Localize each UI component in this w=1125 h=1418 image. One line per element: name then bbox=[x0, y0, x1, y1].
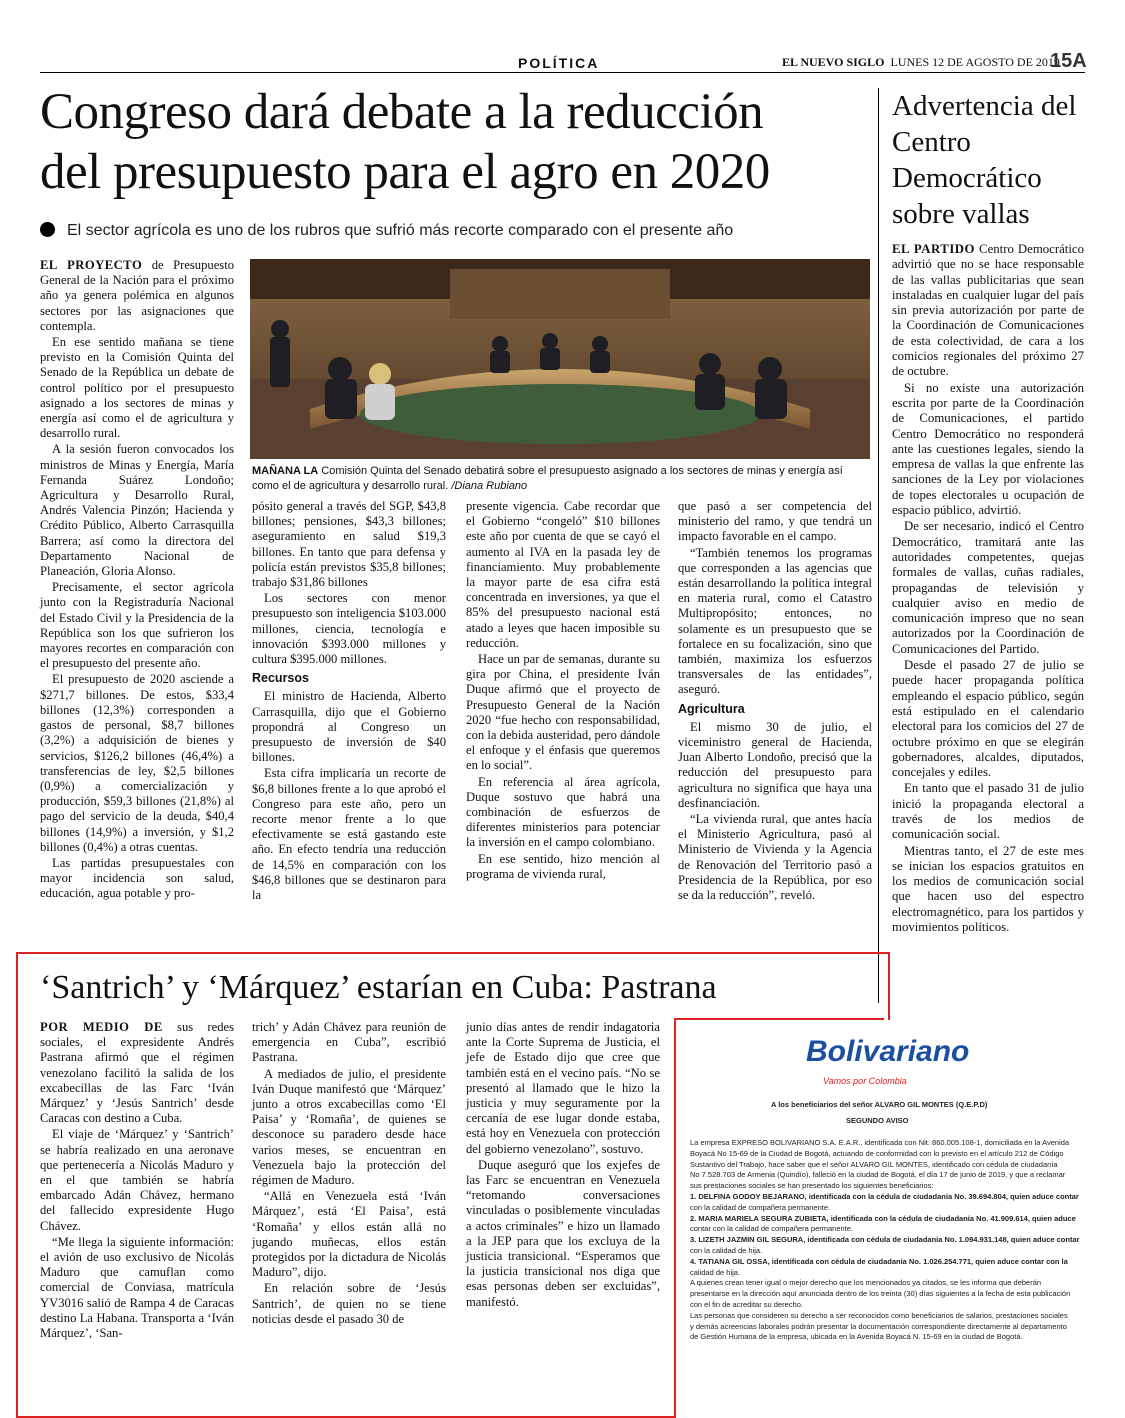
side-headline: Advertencia del Centro Democrático sobre vallas bbox=[892, 90, 1077, 230]
ad-line: con el fin de acreditar su derecho. bbox=[690, 1300, 803, 1309]
main-subhead bbox=[40, 222, 870, 240]
second-headline: ‘Santrich’ y ‘Márquez’ estarían en Cuba: Pastrana bbox=[40, 969, 717, 1006]
ad-line: 1. DELFINA GODOY BEJARANO, identificada con la cédula de ciudadanía No. 39.694.804, quien aduce contar bbox=[690, 1192, 1079, 1201]
legal-notice-ad bbox=[676, 1020, 1106, 1410]
paragraph: Si no existe una autorización escrita por parte de la Coordinación de Comunicaciones, el partido Centro Democrático no responderá ante las cuestiones legales, siendo la empresa de vallas la que enfrente las sanciones de la Ley por violaciones de topes electorales u ocupación de espacio público, advirtió. bbox=[892, 380, 1084, 518]
subheading-recursos: Recursos bbox=[252, 671, 309, 686]
paragraph: Las partidas presupuestales con mayor incidencia son salud, educación, agua potable y pro- bbox=[40, 855, 234, 901]
main-column-1 bbox=[40, 258, 234, 903]
paragraph: Desde el pasado 27 de julio se puede hacer propaganda política empleando el espacio público, según está estipulado en el calendario electoral para los comicios del 27 de octubre próximo en que se elegirán gobernadores, alcaldes, diputados, concejales y ediles. bbox=[892, 658, 1084, 780]
paragraph: presente vigencia. Cabe recordar que el Gobierno “congeló” $10 billones este año por cuenta de que se cayó el aumento al IVA en la pasada ley de financiamiento. Muy probablemente la mayor parte de esa cifra está concentrada en inversiones, ya que el 85% del presupuesto nacional está atado a leyes que hacen imposible su reducción. bbox=[466, 499, 660, 650]
ad-line: A quienes crean tener igual o mejor derecho que los mencionados ya citados, se les informa que deberán bbox=[690, 1278, 1042, 1288]
ad-line: Boyacá No 15-69 de la Ciudad de Bogotá, actuando de conformidad con lo previsto en el artículo 212 de Código bbox=[690, 1148, 1064, 1158]
paragraph: Esta cifra implicaría un recorte de $6,8 billones frente a lo que aprobó el Congreso para este año, pero un recorte menor frente a lo que efectivamente se está gastando este año. En efecto tendría una reducción de 14,5% en comparación con los $46,8 billones que se destinaron para la bbox=[252, 766, 446, 903]
ad-line: y demás acreencias laborales podrán presentar la documentación correspondiente directamente al departamento bbox=[690, 1321, 1067, 1331]
bullet-icon bbox=[40, 222, 55, 237]
paragraph: Mientras tanto, el 27 de este mes se inician los espacios gratuitos en los medios de comunicación social que hacen uso del espectro electromagnético, para los partidos y movimientos políticos. bbox=[892, 843, 1084, 935]
paragraph-text: de Presupuesto General de la Nación para el próximo año ya genera polémica en algunos sectores por las asignaciones que contempla. bbox=[40, 258, 234, 333]
paragraph: junio días antes de rendir indagatoria ante la Corte Suprema de Justicia, el jefe de Estado dijo que cree que también está en el vecino país. “No se presentó al llamado que le hizo la justicia y muy seguramente por la cercanía de ese lugar donde estaba, está hoy en Venezuela con protección del gobierno venezolano”, sostuvo. bbox=[466, 1020, 660, 1156]
section-label: POLÍTICA bbox=[518, 55, 600, 71]
issue-date: LUNES 12 DE AGOSTO DE 2019 bbox=[890, 55, 1060, 69]
ad-line: Sustantivo del Trabajo, hace saber que el señor ALVARO GIL MONTES, identificado con cédula de ciudadanía bbox=[690, 1159, 1058, 1169]
ad-line: de Gestión Humana de la empresa, ubicada en la Avenida Boyacá N. 15-69 en la ciudad de Bogotá. bbox=[690, 1332, 1023, 1342]
ad-line: con la calidad de compañera permanente. bbox=[690, 1202, 831, 1212]
paragraph: A la sesión fueron convocados los ministros de Minas y Energía, María Fernanda Suárez Londoño; Agricultura y Desarrollo Rural, Andrés Valencia Pinzón; Hacienda y Crédito Público, Alberto Carrasquilla Barrera; así como la directora del Departamento Nacional de Planeación, Gloria Alonso. bbox=[40, 442, 234, 579]
lead-in: POR MEDIO DE bbox=[40, 1020, 163, 1034]
main-column-4 bbox=[678, 499, 872, 904]
ad-line: presentarse en la dirección aquí anunciada dentro de los treinta (30) días siguientes a la fecha de esta publicación bbox=[690, 1289, 1071, 1299]
paragraph-text: sus redes sociales, el expresidente Andrés Pastrana afirmó que el régimen venezolano facilitó la salida de los excabecillas de las Farc ‘Iván Márquez’ y ‘Jesús Santrich’ desde Caracas con destino a Cuba. bbox=[40, 1020, 235, 1126]
paragraph: Hace un par de semanas, durante su gira por China, el presidente Iván Duque afirmó que el proyecto de Presupuesto General de la Nación 2020 “fue hecho con responsabilidad, con la debida austeridad, pero dándole el enfoque y el énfasis que queremos en lo social”. bbox=[466, 652, 660, 773]
paragraph: Los sectores con menor presupuesto son inteligencia $103.000 millones, ciencia, tecnología e innovación $393.000 millones y cultura $395.000 millones. bbox=[252, 591, 446, 667]
paragraph: En tanto que el pasado 31 de julio inició la propaganda electoral a través de los medios de comunicación social. bbox=[892, 781, 1084, 842]
lead-in: EL PARTIDO bbox=[892, 242, 976, 256]
lead-in: EL PROYECTO bbox=[40, 258, 143, 272]
paragraph: El ministro de Hacienda, Alberto Carrasquilla, dijo que el Gobierno propondrá al Congreso un presupuesto de inversión de $40 billones. bbox=[252, 689, 446, 765]
paragraph: “La vivienda rural, que antes hacía el Ministerio Agricultura, pasó al Ministerio de Vivienda y la Agencia de Renovación del Territorio pasó a Presidencia de la República, por eso se da la reducción”, reveló. bbox=[678, 812, 872, 903]
paragraph: En relación sobre de ‘Jesús Santrich’, de quien no se tiene noticias desde el pasado 30 de bbox=[252, 1281, 446, 1326]
paragraph: En ese sentido, hizo mención al programa de vivienda rural, bbox=[466, 851, 660, 881]
ad-line: 4. TATIANA GIL OSSA, identificada con cédula de ciudadanía No. 1.026.254.771, quien aduce contar con la bbox=[690, 1256, 1068, 1266]
paragraph: De ser necesario, indicó el Centro Democrático, tramitará ante las autoridades competentes, quejas formales de vallas, cuñas radiales, propagandas de televisión y cualquier aviso en medio de comunicación impreso que no sean autorizados por la Coordinación de Comunicaciones del Partido. bbox=[892, 519, 1084, 656]
congress-photo bbox=[250, 259, 870, 459]
ad-line: No 7.528.703 de Armenia (Quindío), falleció en la ciudad de Bogotá, el día 17 de junio de 2019, y que a reclamar bbox=[690, 1170, 1066, 1180]
side-column bbox=[892, 242, 1084, 936]
photo-credit: /Diana Rubiano bbox=[448, 480, 528, 492]
ad-line: 2. MARIA MARIELA SEGURA ZUBIETA, identificada con la cédula de ciudadanía No. 41.909.614, quien aduce bbox=[690, 1213, 1076, 1223]
paragraph: A mediados de julio, el presidente Iván Duque manifestó que ‘Márquez’ junto a otros excabecillas como ‘El Paisa’ y ‘Romaña’, de quienes se desconoce su paradero desde hace varios meses, se encuentran en Venezuela bajo la protección del régimen de Maduro. bbox=[252, 1066, 446, 1188]
paragraph: Duque aseguró que los exjefes de las Farc se encuentran en Venezuela “retomando conversaciones vinculadas o posiblemente vinculadas a actos criminales” e hizo un llamado a la JEP para que los excluya de la justicia transicional. “Esperamos que la justicia transicional nos diga que esas personas deben ser excluidas”, manifestó. bbox=[466, 1157, 660, 1309]
paragraph: que pasó a ser competencia del ministerio del ramo, y que tendrá un impacto favorable en el campo. bbox=[678, 499, 872, 544]
main-column-3 bbox=[466, 499, 660, 883]
ad-line: contar con la calidad de compañera permanente. bbox=[690, 1224, 854, 1234]
bolivariano-logo: Bolivariano bbox=[806, 1035, 970, 1068]
ad-line: A los beneficiarios del señor ALVARO GIL MONTES (Q.E.P.D) bbox=[771, 1100, 988, 1109]
paper-name: EL NUEVO SIGLO bbox=[782, 55, 885, 69]
paragraph: El presupuesto de 2020 asciende a $271,7 billones. De estos, $33,4 billones (12,3%) corresponden a gastos de personal, $8,7 billones (3,2%) a adquisición de bienes y servicios, $126,2 billones (46,4%) a transferencias de ley, $2,5 billones (0,9%) a comercialización y producción, $59,3 billones (21,8%) al pago del servicio de la deuda, $40,4 billones (14,9%) a inversión, y $1,2 billones (0,4%) a otras cuentas. bbox=[40, 672, 234, 854]
caption-lead: MAÑANA LA bbox=[252, 465, 319, 477]
ad-line: sus prestaciones sociales se han presentado los siguientes beneficiarios: bbox=[690, 1181, 934, 1191]
photo-congress-session-icon bbox=[250, 259, 870, 459]
paragraph-text: Centro Democrático advirtió que no se hace responsable de las vallas publicitarias que sean instaladas en cualquier lugar del país sin previa autorización por parte de la Coordinación de Comunicaciones de esta colectividad, de cara a los comicios regionales del próximo 27 de octubre. bbox=[892, 242, 1084, 379]
second-column-1 bbox=[40, 1020, 234, 1342]
main-headline bbox=[40, 82, 870, 202]
ad-line: SEGUNDO AVISO bbox=[846, 1116, 909, 1125]
paragraph: trich’ y Adán Chávez para reunión de emergencia en Cuba”, escribió Pastrana. bbox=[252, 1020, 446, 1065]
photo-caption bbox=[252, 464, 872, 494]
paragraph bbox=[892, 242, 1084, 380]
subheading-agricultura: Agricultura bbox=[678, 701, 745, 716]
ad-line: con la calidad de hija. bbox=[690, 1246, 763, 1255]
paragraph bbox=[40, 1020, 234, 1126]
ad-line: calidad de hija. bbox=[690, 1267, 741, 1277]
paragraph: El viaje de ‘Márquez’ y ‘Santrich’ se habría realizado en una aeronave que pertenecería a Nicolás Maduro y en el que también se habría embarcado Adán Chávez, hermano del fallecido expresidente Hugo Chávez. bbox=[40, 1127, 234, 1233]
caption-text: Comisión Quinta del Senado debatirá sobre el presupuesto asignado a los sectores de minas y energía así como el de agricultura y desarrollo rural. bbox=[252, 465, 843, 492]
main-headline-line-2: del presupuesto para el agro en 2020 bbox=[40, 144, 770, 200]
subhead-text: El sector agrícola es uno de los rubros que sufrió más recorte comparado con el presente año bbox=[67, 222, 734, 239]
main-column-2 bbox=[252, 499, 446, 904]
paragraph: En referencia al área agrícola, Duque sostuvo que habrá una combinación de esfuerzos de diferentes ministerios para potenciar la inversión en el campo colombiano. bbox=[466, 774, 660, 850]
paragraph: Precisamente, el sector agrícola junto con la Registraduría Nacional del Estado Civil y la Presidencia de la República son los que sufrieron los mayores recortes en comparación con el presupuesto del presente año. bbox=[40, 580, 234, 671]
masthead bbox=[782, 55, 1060, 70]
ad-tagline: Vamos por Colombia bbox=[823, 1076, 907, 1086]
paragraph: pósito general a través del SGP, $43,8 billones; pensiones, $43,3 billones; aseguramiento en salud $19,3 billones. En tanto que para defensa y policía están previstos $35,8 billones; trabajo $31,86 billones bbox=[252, 499, 446, 590]
second-column-3 bbox=[466, 1020, 660, 1311]
paragraph: “Allá en Venezuela está ‘Iván Márquez’, está ‘El Paisa’, está ‘Romaña’ y ellos están allá no jugando muñecas, ellos están protegidos por la dictadura de Nicolás Maduro”, dijo. bbox=[252, 1189, 446, 1280]
ad-line: 3. LIZETH JAZMIN GIL SEGURA, identificada con cédula de ciudadanía No. 1.094.931.148, quien aduce contar bbox=[690, 1235, 1080, 1245]
paragraph: “Me llega la siguiente información: el avión de uso exclusivo de Nicolás Maduro que camuflan como comercial de Conviasa, matrícula YV3016 salió de Rampa 4 de Caracas destino La Habana. Transporta a ‘Iván Márquez’, ‘San- bbox=[40, 1234, 234, 1341]
ad-line: Las personas que consideren su derecho a ser reconocidos como beneficiarios de salarios, prestaciones sociales bbox=[690, 1310, 1068, 1320]
main-headline-line-1: Congreso dará debate a la reducción bbox=[40, 84, 764, 140]
paragraph: “También tenemos los programas que corresponden a las agencias que están desarrollando la política integral en materia rural, como el Catastro Multipropósito; entonces, no solamente es un presupuesto que se fortalece en su focalización, sino que también, maximiza los esfuerzos transversales de las entidades”, aseguró. bbox=[678, 545, 872, 697]
header-rule bbox=[40, 72, 1085, 73]
ad-line: La empresa EXPRESO BOLIVARIANO S.A. E.A.R., identificada con Nit. 860.005.108-1, domiciliada en la Avenida bbox=[690, 1138, 1070, 1147]
paragraph: El mismo 30 de julio, el viceministro general de Hacienda, Juan Alberto Londoño, precisó que la reducción del presupuesto para agricultura no significa que haya una desfinanciación. bbox=[678, 719, 872, 810]
paragraph: En ese sentido mañana se tiene previsto en la Comisión Quinta del Senado de la República un debate de control político por el presupuesto asignado a los sectores de minas y energía así como el de agricultura y desarrollo rural. bbox=[40, 335, 234, 441]
paragraph bbox=[40, 258, 234, 334]
page-number: 15A bbox=[1050, 50, 1087, 72]
second-column-2 bbox=[252, 1020, 446, 1328]
column-rule bbox=[878, 88, 879, 1003]
